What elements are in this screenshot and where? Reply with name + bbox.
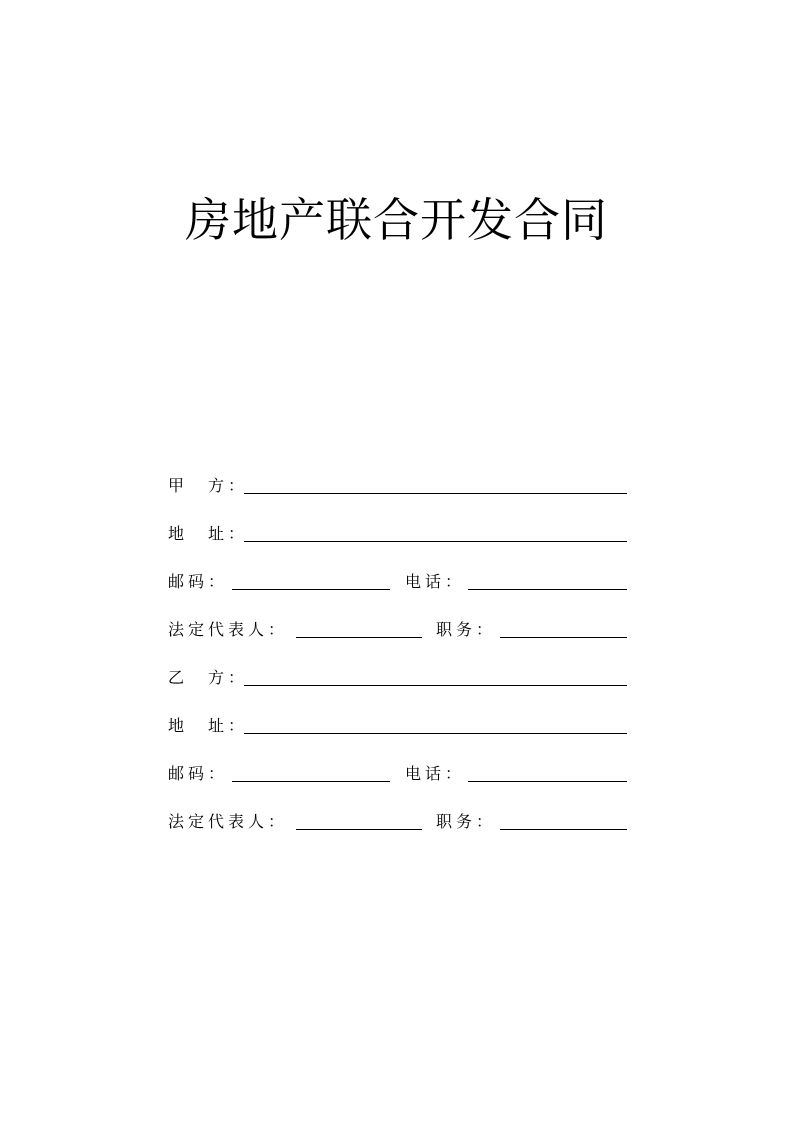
party-b-contact-row [168,762,628,786]
party-a-legal-rep-field[interactable] [296,637,422,638]
party-b-phone-field[interactable] [468,781,627,782]
party-b-address-label: 地 址： [168,716,249,735]
party-a-postcode-field[interactable] [232,589,390,590]
party-b-address-row [168,714,628,738]
party-a-address-row [168,522,628,546]
party-a-field[interactable] [244,493,627,494]
party-b-phone-label: 电话： [405,764,466,783]
party-b-rep-row [168,810,628,834]
party-b-field[interactable] [244,685,627,686]
party-b-postcode-field[interactable] [232,781,390,782]
party-a-phone-field[interactable] [468,589,627,590]
party-a-position-field[interactable] [500,637,627,638]
party-a-contact-row [168,570,628,594]
party-a-rep-row [168,618,628,642]
party-a-label: 甲 方： [168,476,249,495]
party-b-postcode-label: 邮码： [168,764,229,783]
party-b-address-field[interactable] [244,733,627,734]
party-a-address-field[interactable] [244,541,627,542]
party-a-phone-label: 电话： [405,572,466,591]
party-a-row [168,474,628,498]
party-a-postcode-label: 邮码： [168,572,229,591]
party-a-position-label: 职务： [436,620,497,639]
document-title: 房地产联合开发合同 [185,193,608,247]
party-a-legal-rep-label: 法定代表人： [168,620,289,639]
party-b-label: 乙 方： [168,668,249,687]
party-a-address-label: 地 址： [168,524,249,543]
party-b-legal-rep-label: 法定代表人： [168,812,289,831]
party-b-position-label: 职务： [436,812,497,831]
party-b-position-field[interactable] [500,829,627,830]
party-b-legal-rep-field[interactable] [296,829,422,830]
party-b-row [168,666,628,690]
